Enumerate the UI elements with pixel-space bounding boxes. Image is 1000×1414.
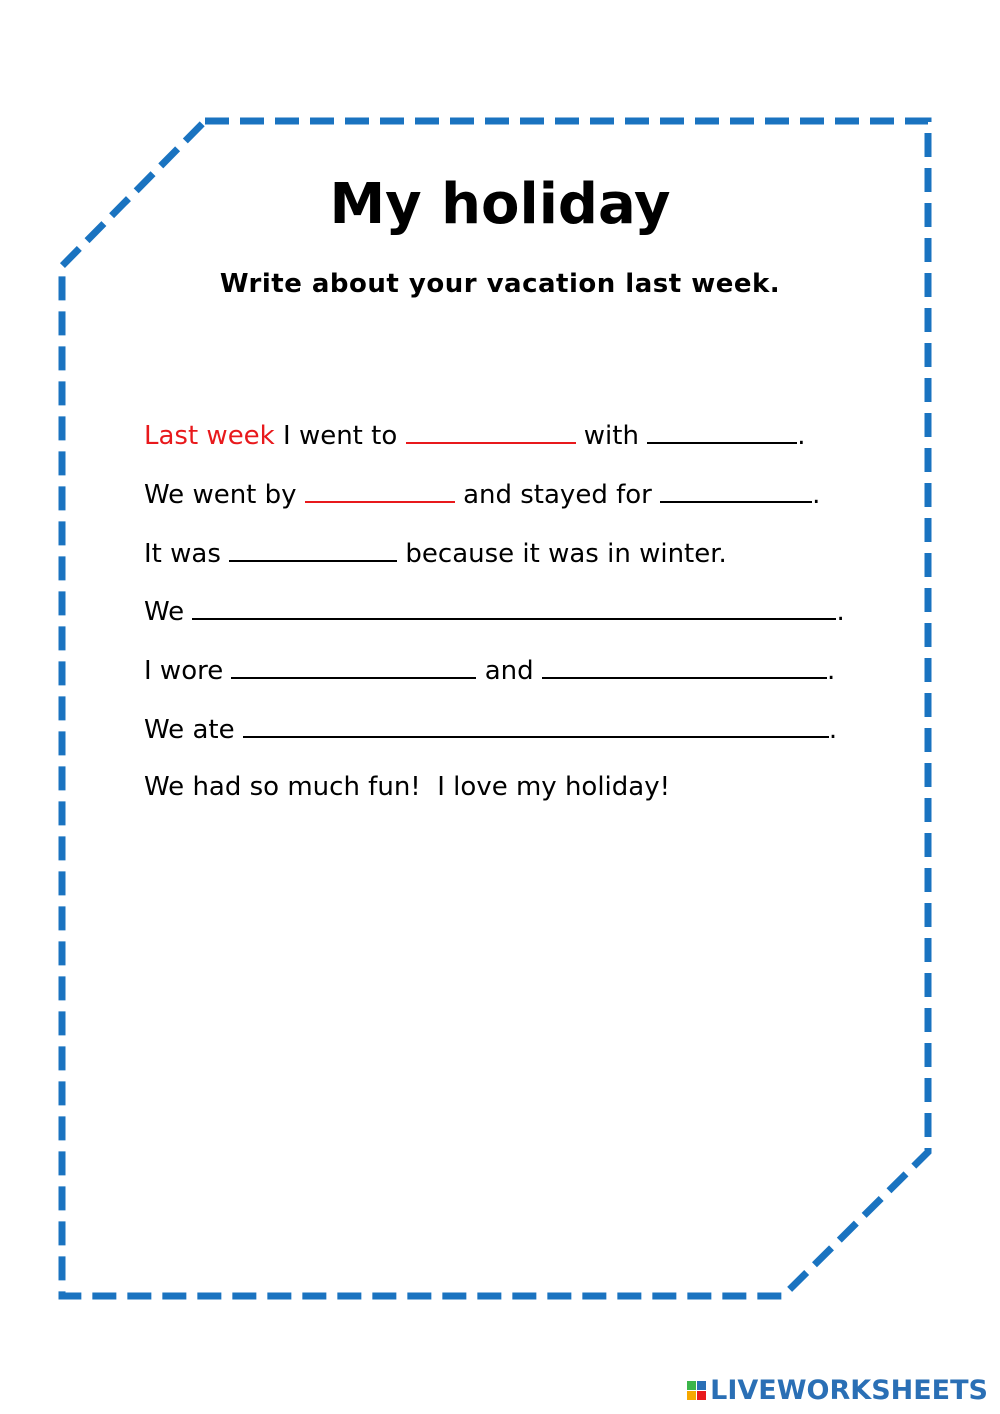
answer-blank[interactable] [229, 534, 397, 562]
liveworksheets-logo [687, 1372, 988, 1408]
line-text: I wore [144, 656, 232, 686]
worksheet-line-2 [144, 475, 884, 513]
line-text: and stayed for [454, 480, 661, 510]
line-text: We ate [144, 715, 243, 745]
worksheet-line-1 [144, 416, 884, 454]
line-text: We had so much fun! I love my holiday! [144, 772, 671, 802]
answer-blank[interactable] [192, 592, 836, 620]
answer-blank[interactable] [660, 475, 812, 503]
line-text: We went by [144, 480, 305, 510]
line-text: It was [144, 539, 230, 569]
answer-blank[interactable] [231, 651, 476, 679]
line-text: . [826, 656, 836, 686]
line-text: We [144, 597, 193, 627]
answer-blank[interactable] [406, 416, 576, 444]
highlighted-text: Last week [144, 421, 275, 451]
line-text: . [836, 597, 845, 627]
line-text: with [575, 421, 648, 451]
worksheet-line-7 [144, 769, 884, 805]
logo-text: LIVEWORKSHEETS [710, 1374, 988, 1406]
line-text: . [812, 480, 821, 510]
line-text: . [828, 715, 838, 745]
worksheet-line-3 [144, 534, 884, 572]
line-text: . [797, 421, 806, 451]
line-text: and [476, 656, 542, 686]
worksheet-line-5 [144, 651, 884, 689]
worksheet-line-6 [144, 710, 884, 748]
answer-blank[interactable] [542, 651, 827, 679]
worksheet-line-4 [144, 592, 884, 630]
answer-blank[interactable] [305, 475, 455, 503]
liveworksheets-logo-icon [687, 1381, 706, 1400]
line-text: I went to [274, 421, 406, 451]
answer-blank[interactable] [243, 710, 829, 738]
answer-blank[interactable] [647, 416, 797, 444]
line-text: because it was in winter. [397, 539, 727, 569]
worksheet-instruction: Write about your vacation last week. [219, 269, 781, 299]
worksheet-title: My holiday [329, 172, 671, 237]
